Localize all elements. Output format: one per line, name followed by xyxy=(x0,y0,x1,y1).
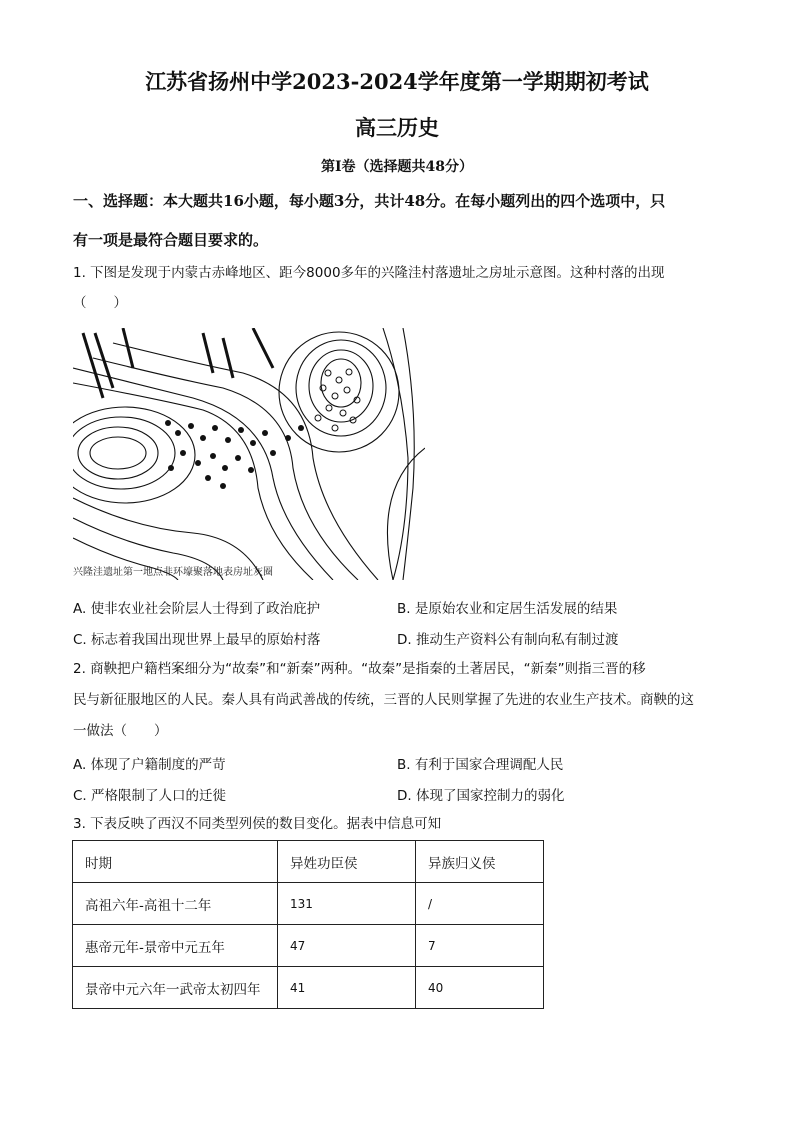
table-cell: 40 xyxy=(416,967,544,1009)
table-cell: 景帝中元六年一武帝太初四年 xyxy=(73,967,278,1009)
q1-stem-line2: （ ） xyxy=(73,295,127,311)
exam-title: 江苏省扬州中学2023-2024学年度第一学期期初考试 xyxy=(145,69,649,94)
table-header-cell: 异族归义侯 xyxy=(416,841,544,883)
table-header-cell: 异姓功臣侯 xyxy=(278,841,416,883)
q1-option-d[interactable]: D. 推动生产资料公有制向私有制过渡 xyxy=(397,632,619,648)
q2-option-d[interactable]: D. 体现了国家控制力的弱化 xyxy=(397,788,565,804)
q2-option-a[interactable]: A. 体现了户籍制度的严苛 xyxy=(73,757,226,773)
section-instructions-line1: 一、选择题：本大题共16小题，每小题3分，共计48分。在每小题列出的四个选项中，只 xyxy=(73,192,666,210)
q1-option-a[interactable]: A. 使非农业社会阶层人士得到了政治庇护 xyxy=(73,601,321,617)
table-cell: 7 xyxy=(416,925,544,967)
table-header-row xyxy=(73,841,544,883)
table-cell: 131 xyxy=(278,883,416,925)
q2-stem-line1: 2. 商鞅把户籍档案细分为“故秦”和“新秦”两种。“故秦”是指秦的土著居民，“新秦”则指三晋的移 xyxy=(73,661,646,677)
table-cell: / xyxy=(416,883,544,925)
table-cell: 惠帝元年-景帝中元五年 xyxy=(73,925,278,967)
volume-title: 第Ⅰ卷（选择题共48分） xyxy=(320,159,474,175)
table-row xyxy=(73,967,544,1009)
q1-option-b[interactable]: B. 是原始农业和定居生活发展的结果 xyxy=(397,601,618,617)
q2-stem-line3: 一做法（ ） xyxy=(73,723,168,739)
q3-stem: 3. 下表反映了西汉不同类型列侯的数目变化。据表中信息可知 xyxy=(73,816,442,832)
table-header-cell: 时期 xyxy=(73,841,278,883)
table-cell: 47 xyxy=(278,925,416,967)
subject-title: 高三历史 xyxy=(355,115,439,140)
section-instructions-line2: 有一项是最符合题目要求的。 xyxy=(73,231,269,249)
table-row xyxy=(73,883,544,925)
q2-option-c[interactable]: C. 严格限制了人口的迁徙 xyxy=(73,788,227,804)
q3-table xyxy=(72,840,544,1009)
q1-figure-caption: 兴隆洼遗址第一地点非环壕聚落地表房址灰圈 xyxy=(73,567,273,578)
q2-stem-line2: 民与新征服地区的人民。秦人具有尚武善战的传统，三晋的人民则掌握了先进的农业生产技术。商鞅的这 xyxy=(73,692,694,708)
q1-stem-line1: 1. 下图是发现于内蒙古赤峰地区、距今8000多年的兴隆洼村落遗址之房址示意图。这种村落的出现 xyxy=(73,265,665,281)
q1-option-c[interactable]: C. 标志着我国出现世界上最早的原始村落 xyxy=(73,632,321,648)
q1-contour-map-figure xyxy=(73,328,425,580)
table-cell: 高祖六年-高祖十二年 xyxy=(73,883,278,925)
table-row xyxy=(73,925,544,967)
q2-option-b[interactable]: B. 有利于国家合理调配人民 xyxy=(397,757,564,773)
table-cell: 41 xyxy=(278,967,416,1009)
